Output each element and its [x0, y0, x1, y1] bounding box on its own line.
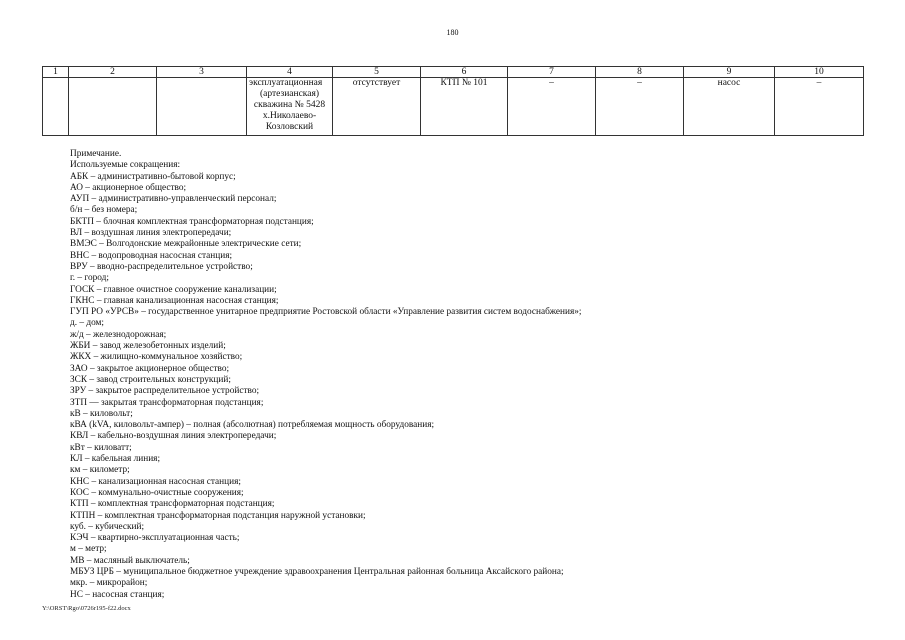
abbreviation-line: БКТП – блочная комплектная трансформаторная подстанция;	[70, 216, 314, 227]
abbreviation-line: д. – дом;	[70, 318, 105, 329]
cell-line: скважина № 5428	[253, 100, 326, 110]
abbreviation-list	[70, 160, 850, 601]
abbreviation-line: кВА (kVA, киловольт-ампер) – полная (абсолютная) потребляемая мощность оборудования;	[70, 420, 435, 431]
column-header: 3	[157, 67, 247, 78]
column-header: 5	[333, 67, 421, 78]
table-cell: КТП № 101	[421, 78, 508, 136]
abbreviation-line: км – километр;	[70, 465, 130, 476]
file-path: Y:\ORST\Rgo\0726r195-f22.docx	[42, 605, 131, 612]
table-cell: –	[508, 78, 596, 136]
abbreviation-line: НС – насосная станция;	[70, 589, 165, 600]
table-header-row	[43, 67, 864, 78]
abbreviation-line: ЗТП — закрытая трансформаторная подстанция;	[70, 397, 264, 408]
abbreviation-line: ВНС – водопроводная насосная станция;	[70, 250, 233, 261]
abbreviation-line: КОС – коммунально-очистные сооружения;	[70, 487, 244, 498]
abbreviation-line: ж/д – железнодорожная;	[70, 329, 167, 340]
abbreviation-line: МБУЗ ЦРБ – муниципальное бюджетное учреждение здравоохранения Центральная районная больница Аксайского района;	[70, 566, 564, 577]
table-cell: насос	[684, 78, 775, 136]
abbreviation-line: КЛ – кабельная линия;	[70, 454, 161, 465]
table-cell: –	[596, 78, 684, 136]
abbreviation-line: КВЛ – кабельно-воздушная линия электропередачи;	[70, 431, 277, 442]
abbreviation-line: ЖКХ – жилищно-коммунальное хозяйство;	[70, 352, 243, 363]
column-header: 9	[684, 67, 775, 78]
page-number: 180	[446, 28, 459, 37]
table-cell	[69, 78, 157, 136]
abbreviation-line: АБК – административно-бытовой корпус;	[70, 171, 236, 182]
abbreviation-line: ЖБИ – завод железобетонных изделий;	[70, 341, 226, 352]
table-cell: –	[775, 78, 864, 136]
abbreviation-line: ГОСК – главное очистное сооружение канализации;	[70, 284, 277, 295]
cell-line: (артезианская)	[259, 89, 320, 99]
abbreviation-line: кВ – киловольт;	[70, 408, 133, 419]
column-header: 7	[508, 67, 596, 78]
abbreviation-line: ВЛ – воздушная линия электропередачи;	[70, 228, 232, 239]
object-name-cell	[247, 78, 333, 136]
abbreviation-line: ВРУ – вводно-распределительное устройство;	[70, 261, 253, 272]
column-header: 10	[775, 67, 864, 78]
column-header: 1	[43, 67, 69, 78]
abbreviation-line: ЗРУ – закрытое распределительное устройство;	[70, 386, 260, 397]
table-cell	[43, 78, 69, 136]
note-heading: Примечание.	[70, 149, 122, 159]
abbreviation-line: кВт – киловатт;	[70, 442, 132, 453]
cell-line: эксплуатационная	[249, 78, 323, 88]
column-header: 8	[596, 67, 684, 78]
table-cell	[157, 78, 247, 136]
abbreviation-line: б/н – без номера;	[70, 205, 138, 216]
abbreviation-line: КТП – комплектная трансформаторная подстанция;	[70, 499, 275, 510]
abbreviation-line: м – метр;	[70, 544, 107, 555]
column-header: 6	[421, 67, 508, 78]
cell-line: х.Николаево-	[262, 111, 317, 121]
abbreviation-line: ЗСК – завод строительных конструкций;	[70, 374, 231, 385]
column-header: 4	[247, 67, 333, 78]
abbreviation-line: АУП – административно-управленческий персонал;	[70, 194, 277, 205]
abbreviation-line: ЗАО – закрытое акционерное общество;	[70, 363, 230, 374]
abbreviation-line: КЭЧ – квартирно-эксплуатационная часть;	[70, 533, 240, 544]
abbreviations-note	[70, 149, 850, 601]
table-row	[43, 78, 864, 136]
abbreviation-line: МВ – масляный выключатель;	[70, 555, 190, 566]
abbreviation-line: АО – акционерное общество;	[70, 182, 187, 193]
abbreviation-line: ГКНС – главная канализационная насосная станция;	[70, 295, 279, 306]
abbreviation-line: ГУП РО «УРСВ» – государственное унитарное предприятие Ростовской области «Управление развития систем водоснабжения»;	[70, 307, 582, 318]
abbreviation-line: г. – город;	[70, 273, 109, 284]
cell-line: Козловский	[265, 122, 314, 132]
data-table	[42, 66, 864, 136]
abbreviation-line: куб. – кубический;	[70, 521, 145, 532]
abbreviation-line: КНС – канализационная насосная станция;	[70, 476, 241, 487]
abbreviation-line: КТПН – комплектная трансформаторная подстанция наружной установки;	[70, 510, 366, 521]
abbreviation-line: мкр. – микрорайон;	[70, 578, 148, 589]
column-header: 2	[69, 67, 157, 78]
abbreviation-line: ВМЭС – Волгодонские межрайонные электрические сети;	[70, 239, 302, 250]
table-cell: отсутствует	[333, 78, 421, 136]
abbreviation-line: Используемые сокращения:	[70, 160, 181, 171]
